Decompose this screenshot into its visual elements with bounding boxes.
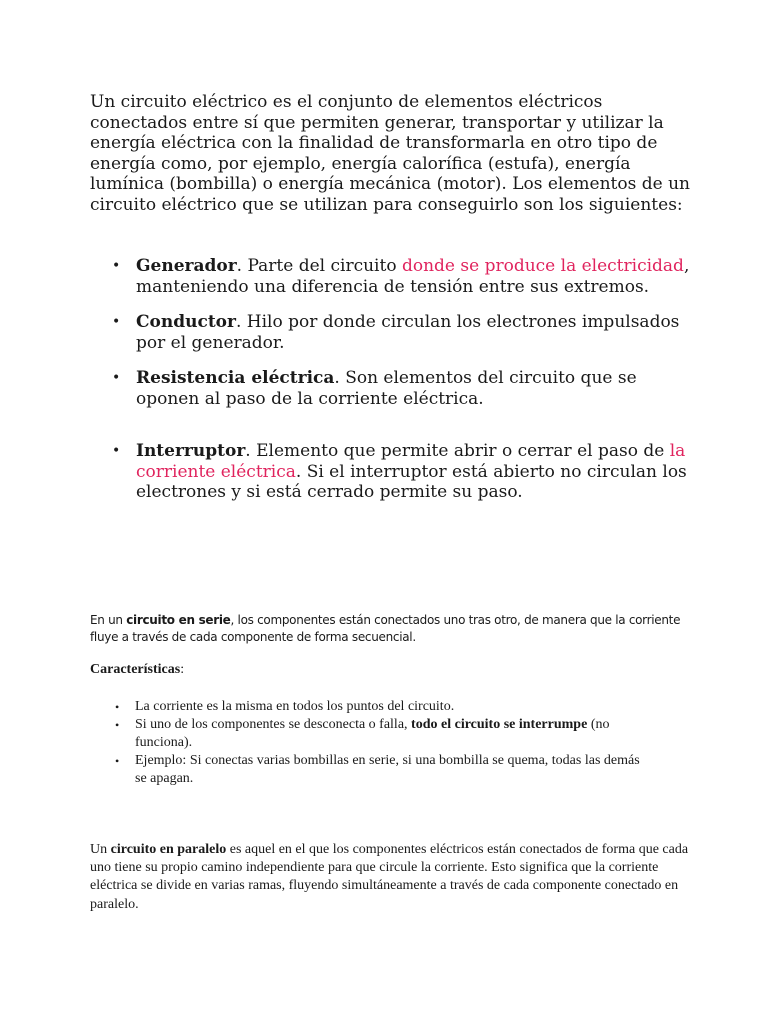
list-item-resistencia: [90, 368, 690, 409]
caract-item-2-pre: Si uno de los componentes se desconecta o falla,: [135, 717, 412, 732]
circuit-elements-list: [90, 256, 690, 503]
caract-item-2: [90, 716, 650, 752]
term-interruptor: Interruptor: [136, 441, 246, 461]
resistencia-text: . Son elementos del circuito que se oponen al paso de la corriente eléctrica.: [136, 368, 637, 409]
list-item-generador: [90, 256, 690, 297]
conductor-text: . Hilo por donde circulan los electrones impulsados por el generador.: [136, 312, 680, 353]
term-generador: Generador: [136, 256, 237, 276]
paralelo-paragraph: [90, 841, 690, 914]
caract-item-1-text: La corriente es la misma en todos los puntos del circuito.: [135, 699, 455, 714]
caracteristicas-title: Características: [90, 662, 181, 677]
interruptor-text-post: . Si el interruptor está abierto no circulan los electrones y si está cerrado permite su paso.: [136, 461, 687, 502]
bullet-icon: •: [112, 314, 121, 330]
term-conductor: Conductor: [136, 312, 236, 332]
bullet-icon: •: [112, 370, 121, 386]
generador-link[interactable]: donde se produce la electricidad: [401, 256, 684, 276]
caracteristicas-colon: :: [180, 662, 185, 677]
list-item-conductor: [90, 312, 690, 353]
bullet-icon: •: [112, 443, 121, 459]
bullet-icon: •: [115, 700, 120, 714]
caract-item-1: [90, 698, 650, 716]
interruptor-link[interactable]: la corriente eléctrica: [136, 441, 686, 482]
bullet-icon: •: [112, 258, 121, 274]
caract-item-2-bold: todo el circuito se interrumpe: [411, 717, 588, 732]
caract-item-2-post: (no funciona).: [135, 717, 610, 750]
serie-post: , los componentes están conectados uno tras otro, de manera que la corriente fluye a través de cada componente de forma secuencial.: [90, 613, 681, 644]
caract-item-3: [90, 752, 650, 788]
caracteristicas-heading: [90, 662, 184, 678]
serie-bold: circuito en serie: [126, 613, 231, 627]
paralelo-pre: Un: [90, 842, 111, 857]
caract-item-3-text: Ejemplo: Si conectas varias bombillas en serie, si una bombilla se quema, todas las demás se apagan.: [135, 753, 640, 786]
generador-text-pre: . Parte del circuito: [236, 256, 402, 276]
caracteristicas-list: [90, 698, 650, 788]
list-item-interruptor: [90, 441, 690, 503]
serie-pre: En un: [90, 613, 127, 627]
term-resistencia: Resistencia eléctrica: [136, 368, 335, 388]
paralelo-bold: circuito en paralelo: [110, 842, 227, 857]
bullet-icon: •: [115, 754, 120, 768]
bullet-icon: •: [115, 718, 120, 732]
paralelo-post: es aquel en el que los componentes eléctricos están conectados de forma que cada uno tiene su propio camino independiente para que circule la corriente. Esto significa que la corriente eléctrica se divide en varias ramas, fluyendo simultáneamente a través de cada componente conectado en paralelo.: [90, 842, 689, 912]
interruptor-text-pre: . Elemento que permite abrir o cerrar el paso de: [245, 441, 670, 461]
serie-paragraph: [90, 612, 690, 646]
intro-paragraph: Un circuito eléctrico es el conjunto de elementos eléctricos conectados entre sí que permiten generar, transportar y utilizar la energía eléctrica con la finalidad de transformarla en otro tipo de energía como, por ejemplo, energía calorífica (estufa), energía lumínica (bombilla) o energía mecánica (motor). Los elementos de un circuito eléctrico que se utilizan para conseguirlo son los siguientes:: [90, 92, 690, 215]
generador-text-post: , manteniendo una diferencia de tensión entre sus extremos.: [136, 256, 690, 297]
